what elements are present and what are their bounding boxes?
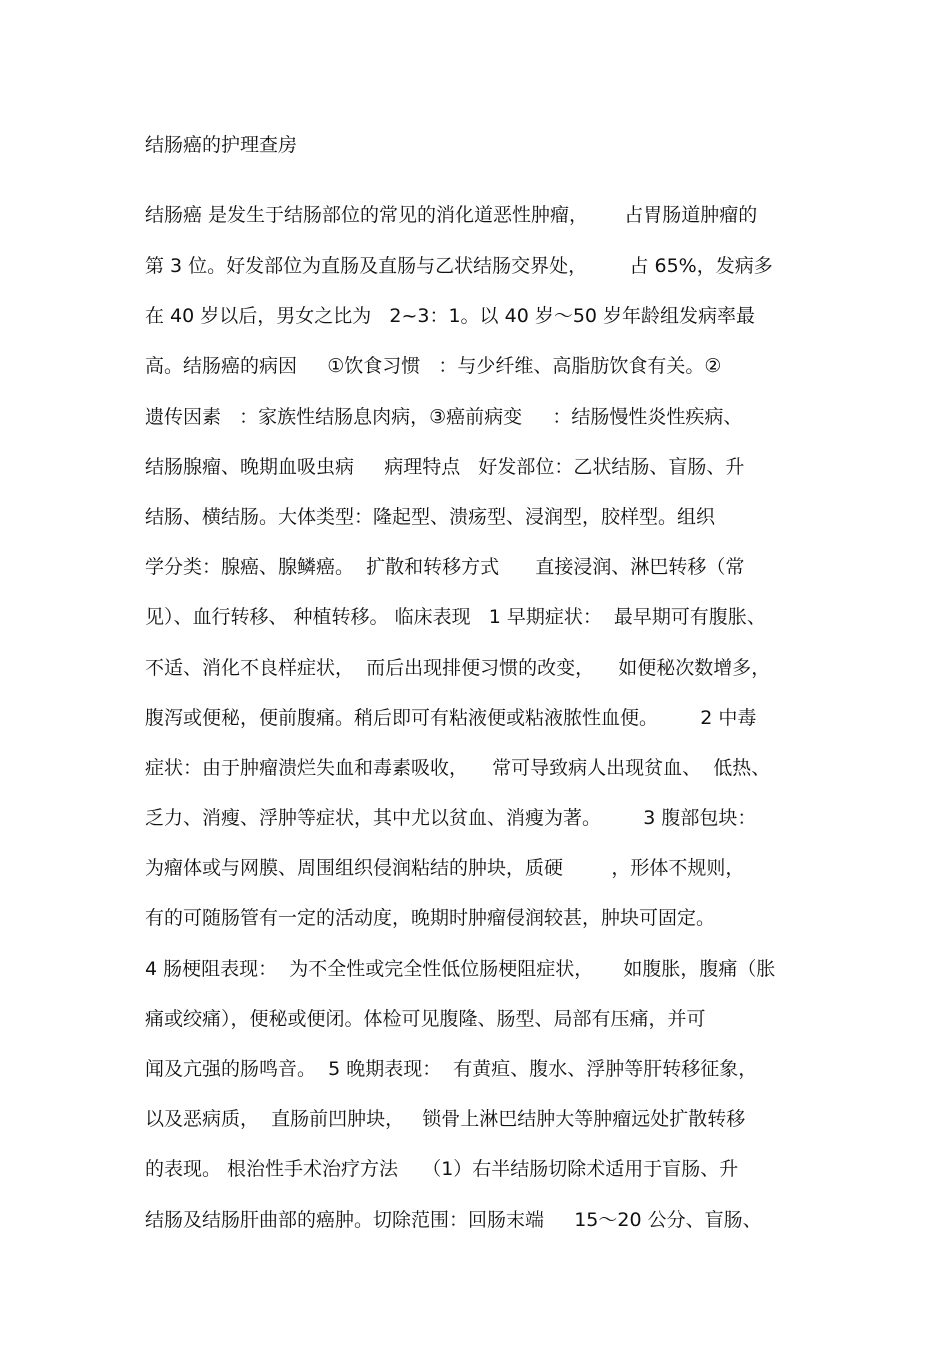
paragraph-line: 有的可随肠管有一定的活动度，晚期时肿瘤侵润较甚，肿块可固定。 <box>145 907 716 929</box>
paragraph-line: 遗传因素 ：家族性结肠息肉病，③癌前病变 ：结肠慢性炎性疾病、 <box>145 406 743 428</box>
paragraph-line: 的表现。 根治性手术治疗方法 （1）右半结肠切除术适用于盲肠、升 <box>145 1158 739 1180</box>
paragraph-line: 在 40 岁以后，男女之比为 2~3：1。以 40 岁～50 岁年龄组发病率最 <box>145 305 756 327</box>
paragraph-line: 见）、血行转移、 种植转移。 临床表现 1 早期症状： 最早期可有腹胀、 <box>145 606 766 628</box>
paragraph-line: 乏力、消瘦、浮肿等症状，其中尤以贫血、消瘦为著。 3 腹部包块： <box>145 807 757 829</box>
paragraph-line: 腹泻或便秘，便前腹痛。稍后即可有粘液便或粘液脓性血便。 2 中毒 <box>145 707 757 729</box>
paragraph-line: 结肠、横结肠。大体类型：隆起型、溃疡型、浸润型，胶样型。组织 <box>145 506 716 528</box>
paragraph-line: 闻及亢强的肠鸣音。 5 晚期表现： 有黄疸、腹水、浮肿等肝转移征象， <box>145 1058 758 1080</box>
paragraph-line: 高。结肠癌的病因 ①饮食习惯 ：与少纤维、高脂肪饮食有关。② <box>145 355 722 377</box>
paragraph-line: 第 3 位。好发部位为直肠及直肠与乙状结肠交界处， 占 65%，发病多 <box>145 255 773 277</box>
paragraph-line: 4 肠梗阻表现： 为不全性或完全性低位肠梗阻症状， 如腹胀，腹痛（胀 <box>145 958 776 980</box>
document-title: 结肠癌的护理查房 <box>145 134 298 156</box>
paragraph-line: 不适、消化不良样症状， 而后出现排便习惯的改变， 如便秘次数增多， <box>145 657 771 679</box>
paragraph-line: 以及恶病质， 直肠前凹肿块， 锁骨上淋巴结肿大等肿瘤远处扩散转移 <box>145 1108 746 1130</box>
paragraph-line: 结肠癌 是发生于结肠部位的常见的消化道恶性肿瘤， 占胃肠道肿瘤的 <box>145 204 758 226</box>
paragraph-line: 症状：由于肿瘤溃烂失血和毒素吸收， 常可导致病人出现贫血、 低热、 <box>145 757 771 779</box>
paragraph-line: 结肠及结肠肝曲部的癌肿。切除范围：回肠末端 15～20 公分、盲肠、 <box>145 1209 762 1231</box>
paragraph-line: 结肠腺瘤、晚期血吸虫病 病理特点 好发部位：乙状结肠、盲肠、升 <box>145 456 745 478</box>
paragraph-line: 痛或绞痛），便秘或便闭。体检可见腹隆、肠型、局部有压痛，并可 <box>145 1008 706 1030</box>
paragraph-line: 学分类：腺癌、腺鳞癌。 扩散和转移方式 直接浸润、淋巴转移（常 <box>145 556 745 578</box>
paragraph-line: 为瘤体或与网膜、周围组织侵润粘结的肿块，质硬 ，形体不规则， <box>145 857 745 879</box>
